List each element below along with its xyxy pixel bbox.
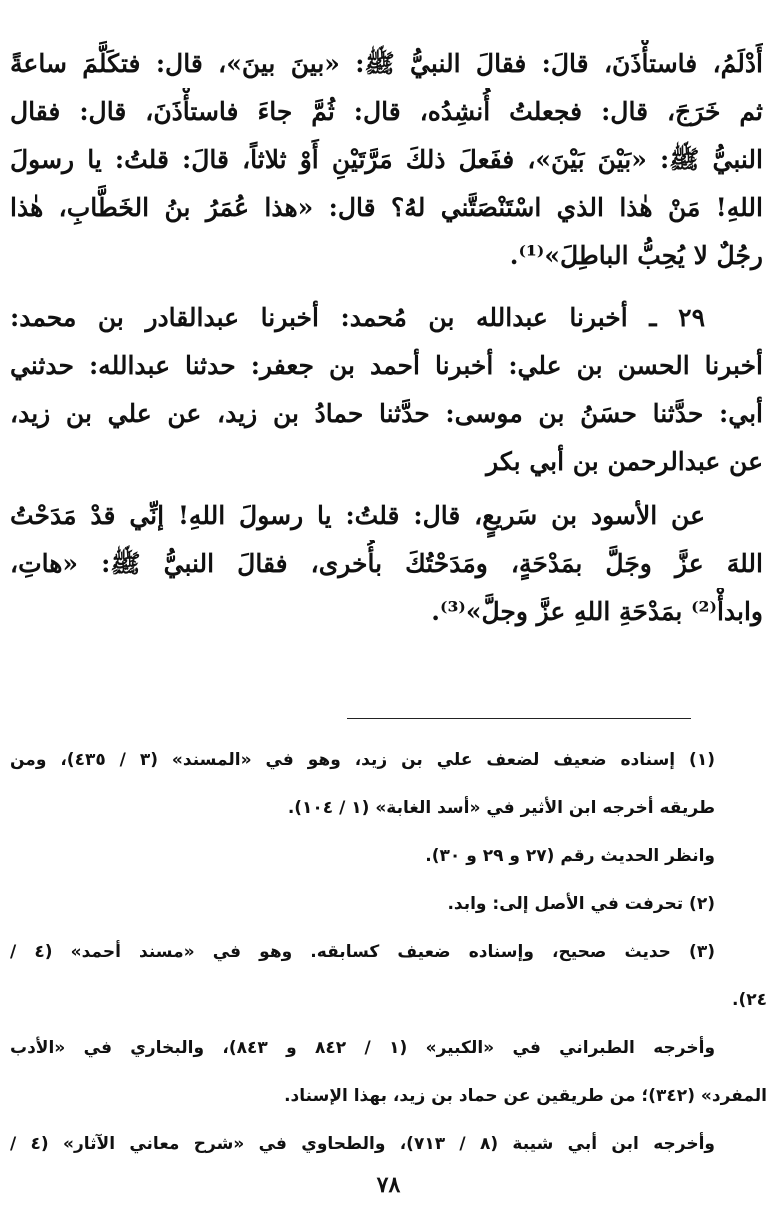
text-line: النبيُّ ﷺ: «بَيْنَ بَيْنَ»، ففَعلَ ذلكَ مَرَّتَيْنِ أَوْ ثلاثاً، قالَ: قلتُ: يا رسولَ (10, 145, 763, 174)
text-line: عن عبدالرحمن بن أبي بكر (486, 447, 763, 476)
text-line: عن الأسود بن سَريعٍ، قال: قلتُ: يا رسولَ اللهِ! إنِّي قدْ مَدَحْتُ (10, 501, 705, 530)
hadith-number-line: ٢٩ ـ أخبرنا عبدالله بن مُحمد: أخبرنا عبدالقادر بن محمد: (10, 303, 705, 332)
text-line: أَدْلَمُ، فاستأْذَنَ، قالَ: فقالَ النبيُّ ﷺ: «بينَ بينَ»، قال: فتكَلَّمَ ساعةً (10, 49, 763, 78)
text-line: اللهَ عزَّ وجَلَّ بمَدْحَةٍ، ومَدَحْتُكَ بأُخرى، فقالَ النبيُّ ﷺ: «هاتِ، (10, 549, 763, 578)
text-line: وابدأْ⁽²⁾ بمَدْحَةِ اللهِ عزَّ وجلَّ»⁽³⁾. (431, 597, 763, 626)
footnote-line: وأخرجه ابن أبي شيبة (٨ / ٧١٣)، والطحاوي في «شرح معاني الآثار» (٤ / (10, 1134, 715, 1154)
paragraph-gap (10, 280, 763, 294)
footnote-line: (٣) حديث صحيح، وإسناده ضعيف كسابقه. وهو في «مسند أحمد» (٤ / (10, 942, 715, 962)
footnote-separator (347, 718, 691, 719)
footnote-line: ٢٤). (732, 990, 767, 1010)
text-line: أبي: حدَّثنا حسَنُ بن موسى: حدَّثنا حمادُ بن زيد، عن علي بن زيد، (10, 399, 763, 428)
text-line: رجُلٌ لا يُحِبُّ الباطِلَ»⁽¹⁾. (509, 241, 763, 270)
footnote-line: (١) إسناده ضعيف لضعف علي بن زيد، وهو في «المسند» (٣ / ٤٣٥)، ومن (10, 750, 716, 770)
text-line: ثم خَرَجَ، قال: فجعلتُ أُنشِدُه، قال: ثُمَّ جاءَ فاستأْذَنَ، قال: فقال (10, 97, 763, 126)
footnote-line: وأخرجه الطبراني في «الكبير» (١ / ٨٤٢ و ٨٤٣)، والبخاري في «الأدب (10, 1038, 716, 1058)
footnote-line: (٢) تحرفت في الأصل إلى: وابد. (447, 894, 715, 914)
text-line: اللهِ! مَنْ هٰذا الذي اسْتَنْصَتَّني لهُ؟ قال: «هذا عُمَرُ بنُ الخَطَّابِ، هٰذا (10, 193, 763, 222)
main-text-body (10, 40, 763, 636)
footnote-line: طريقه أخرجه ابن الأثير في «أسد الغابة» (١ / ١٠٤). (287, 798, 715, 818)
text-line: أخبرنا الحسن بن علي: أخبرنا أحمد بن جعفر: حدثنا عبدالله: حدثني (10, 351, 763, 380)
page-number: ٧٨ (376, 1172, 401, 1198)
footnotes (10, 742, 767, 1174)
footnote-line: المفرد» (٣٤٢)؛ من طريقين عن حماد بن زيد، بهذا الإسناد. (284, 1086, 767, 1106)
footnote-line: وانظر الحديث رقم (٢٧ و ٢٩ و ٣٠). (425, 846, 715, 866)
